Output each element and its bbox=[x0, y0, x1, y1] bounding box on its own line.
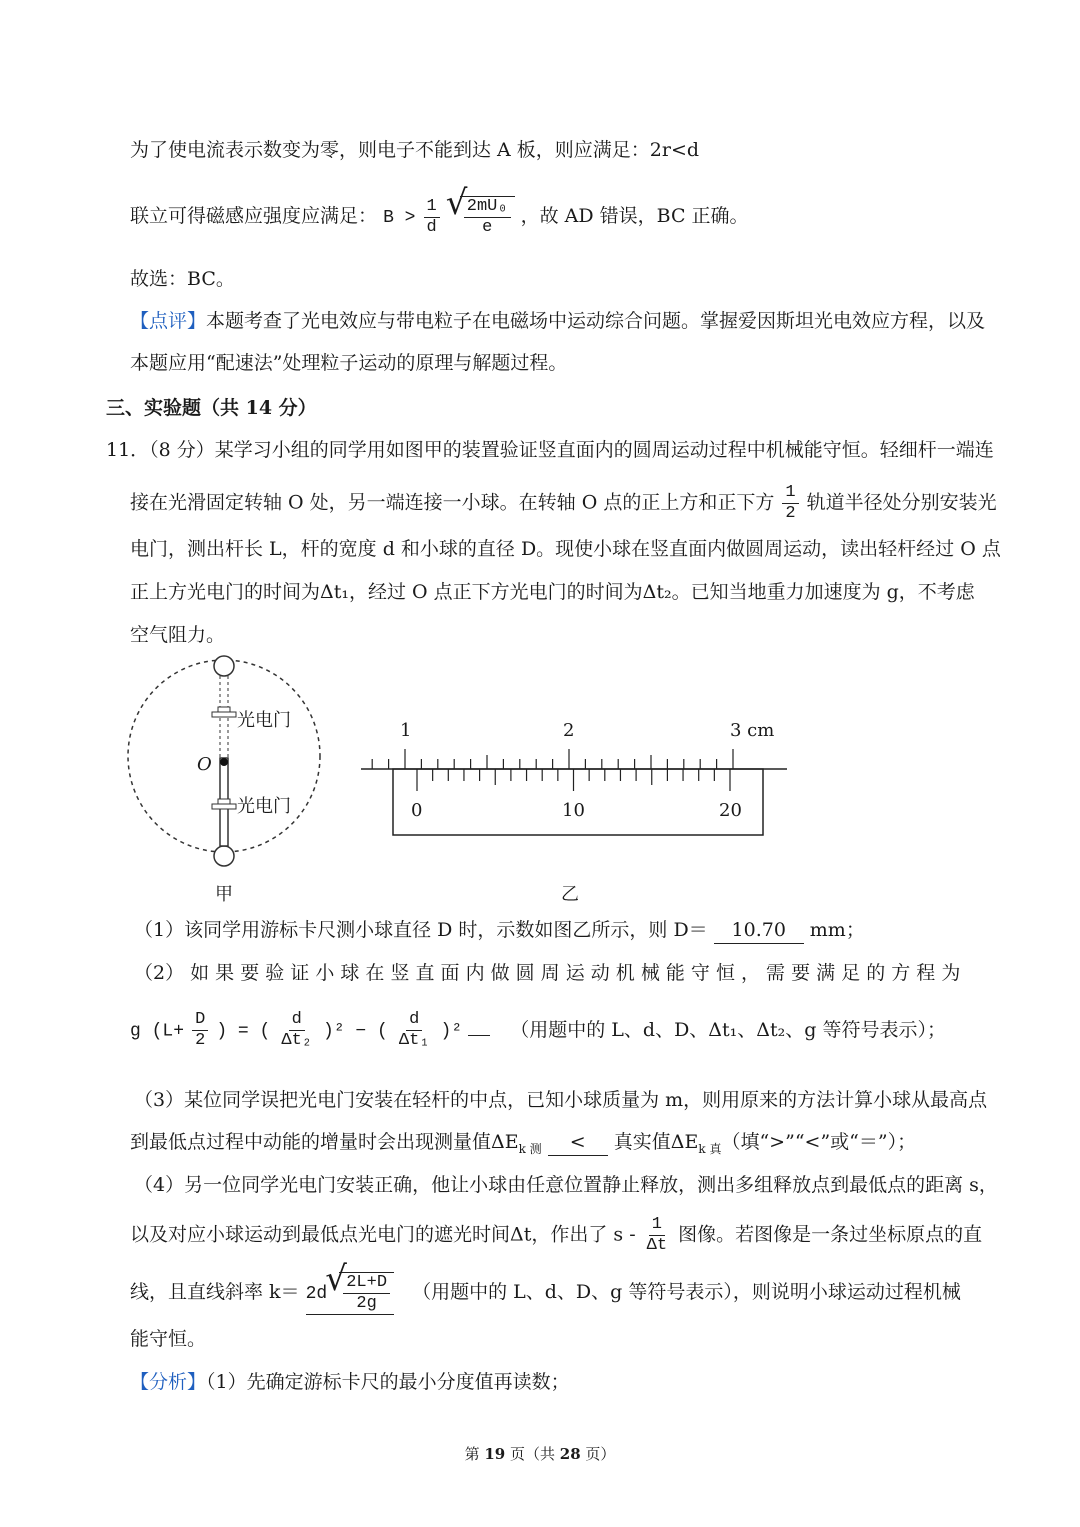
caption-yi: 乙 bbox=[561, 884, 579, 905]
gate-top bbox=[212, 707, 236, 717]
text-segment: （1）先确定游标卡尺的最小分度值再读数； bbox=[206, 1371, 570, 1393]
text-segment: （填“>”“<”或“＝”）； bbox=[721, 1131, 917, 1153]
ball-top bbox=[214, 656, 234, 676]
fraction bbox=[464, 197, 511, 238]
fraction-numerator: √ 2mU₀ bbox=[464, 197, 511, 218]
fraction bbox=[424, 197, 440, 238]
page-footer bbox=[0, 1443, 1080, 1464]
fraction-denominator: e bbox=[482, 218, 493, 237]
fraction-numerator: 1 bbox=[649, 1215, 665, 1236]
fraction-denominator: Δt₁ bbox=[398, 1031, 430, 1050]
part-4-line: 能守恒。 bbox=[130, 1328, 207, 1350]
gate-bottom bbox=[212, 799, 236, 809]
part-4-line bbox=[130, 1272, 961, 1315]
question-line bbox=[130, 483, 997, 524]
fraction-numerator: 1 bbox=[424, 197, 440, 218]
text-segment: 以及对应小球运动到最低点光电门的遮光时间Δt，作出了 s - bbox=[130, 1223, 636, 1246]
fraction-denominator: 2g bbox=[356, 1294, 377, 1313]
fraction bbox=[192, 1010, 208, 1051]
equation-line bbox=[130, 1010, 946, 1051]
eq-segment: )² bbox=[440, 1021, 463, 1042]
text-line: 故选：BC。 bbox=[130, 268, 235, 290]
footer-text: 页） bbox=[580, 1445, 616, 1463]
text-line: 本题应用“配速法”处理粒子运动的原理与解题过程。 bbox=[130, 352, 568, 374]
part-3-line bbox=[130, 1129, 916, 1162]
eq-segment: ) = ( bbox=[216, 1021, 271, 1042]
text-segment: 到最低点过程中动能的增量时会出现测量值ΔE bbox=[130, 1131, 519, 1153]
eq-segment: )² − ( bbox=[323, 1021, 388, 1042]
gate-label-bottom: 光电门 bbox=[237, 796, 291, 817]
main-label-3cm: 3 cm bbox=[730, 720, 775, 741]
fraction-numerator: 1 bbox=[782, 483, 798, 504]
text-segment: 本题考查了光电效应与带电粒子在电磁场中运动综合问题。掌握爱因斯坦光电效应方程，以及 bbox=[206, 310, 986, 332]
axis-label-o: O bbox=[197, 754, 212, 775]
section-title: 三、实验题（共 14 分） bbox=[106, 397, 317, 419]
fraction-denominator: 2 bbox=[785, 504, 796, 523]
answer-comparison: < bbox=[548, 1129, 608, 1156]
fraction-denominator: d bbox=[426, 217, 437, 237]
fraction-numerator: D bbox=[192, 1010, 208, 1031]
fraction-denominator: Δt₂ bbox=[281, 1031, 312, 1050]
text-segment: 轨道半径处分别安装光 bbox=[806, 491, 997, 514]
text-segment: 联立可得磁感应强度应满足： bbox=[130, 205, 378, 227]
fraction-denominator: Δt bbox=[646, 1236, 668, 1255]
eq-segment: g (L+ bbox=[130, 1021, 185, 1042]
answer-d: 10.70 bbox=[714, 917, 804, 944]
subscript: k 真 bbox=[698, 1141, 722, 1156]
review-line bbox=[130, 308, 985, 334]
text-segment: mm； bbox=[809, 919, 865, 941]
formula-line bbox=[130, 196, 749, 238]
text-segment: （1）该同学用游标卡尺测小球直径 D 时，示数如图乙所示，则 D＝ bbox=[134, 919, 708, 941]
review-tag: 【点评】 bbox=[130, 310, 207, 332]
eq-segment: 2d bbox=[305, 1284, 328, 1304]
gate-label-top: 光电门 bbox=[237, 710, 291, 731]
caption-jia: 甲 bbox=[215, 884, 233, 905]
fraction-numerator: √ 2L+D bbox=[343, 1273, 390, 1294]
fraction-half bbox=[782, 483, 798, 524]
figure-jia bbox=[120, 650, 330, 910]
main-label-1: 1 bbox=[400, 720, 412, 741]
part-3-line: （3）某位同学误把光电门安装在轻杆的中点，已知小球质量为 m，则用原来的方法计算小球从最高点 bbox=[134, 1089, 988, 1111]
vernier-label-0: 0 bbox=[411, 800, 423, 821]
main-label-2: 2 bbox=[563, 720, 575, 741]
text-line: 为了使电流表示数变为零，则电子不能到达 A 板，则应满足：2r<d bbox=[130, 139, 700, 161]
text-segment: （用题中的 L、d、D、Δt₁、Δt₂、g 等符号表示）； bbox=[510, 1018, 946, 1041]
vernier-label-20: 20 bbox=[719, 800, 742, 821]
footer-text: 第 bbox=[464, 1445, 485, 1463]
page-number: 19 bbox=[484, 1445, 506, 1463]
text-segment: ，故 AD 错误，BC 正确。 bbox=[520, 205, 749, 227]
square-root bbox=[448, 196, 515, 238]
figure-yi bbox=[355, 715, 795, 840]
part-1-line bbox=[134, 917, 865, 944]
part-4-line: （4）另一位同学光电门安装正确，他让小球由任意位置静止释放，测出多组释放点到最低点的距离 s， bbox=[134, 1174, 998, 1196]
analysis-tag: 【分析】 bbox=[130, 1371, 207, 1393]
text-segment: 接在光滑固定转轴 O 处，另一端连接一小球。在转轴 O 点的正上方和正下方 bbox=[130, 491, 775, 514]
analysis-line bbox=[130, 1369, 570, 1395]
answer-slope bbox=[306, 1272, 394, 1315]
fraction-numerator: d bbox=[406, 1010, 422, 1031]
fraction-denominator: 2 bbox=[195, 1031, 206, 1050]
fraction bbox=[644, 1215, 670, 1256]
formula-b: B > bbox=[383, 208, 416, 228]
footer-text: 页（共 bbox=[505, 1445, 560, 1463]
text-segment: （用题中的 L、d、D、g 等符号表示），则说明小球运动过程机械 bbox=[412, 1281, 961, 1303]
text-segment: 真实值ΔE bbox=[613, 1131, 699, 1153]
ball-bottom bbox=[214, 846, 234, 866]
answer-underline bbox=[468, 1035, 490, 1036]
fraction bbox=[343, 1273, 390, 1314]
fraction bbox=[278, 1010, 315, 1051]
page-total: 28 bbox=[559, 1445, 581, 1463]
text-segment: 线，且直线斜率 k＝ bbox=[130, 1281, 300, 1303]
fraction bbox=[396, 1010, 433, 1051]
question-line: 空气阻力。 bbox=[130, 624, 226, 646]
vernier-label-10: 10 bbox=[562, 800, 585, 821]
fraction-numerator: d bbox=[289, 1010, 305, 1031]
part-2-line: （2） 如 果 要 验 证 小 球 在 竖 直 面 内 做 圆 周 运 动 机 械 能 守 恒 ， 需 要 满 足 的 方 程 为 bbox=[134, 962, 961, 984]
question-line: 电门，测出杆长 L，杆的宽度 d 和小球的直径 D。现使小球在竖直面内做圆周运动，读出轻杆经过 O 点 bbox=[130, 538, 1001, 560]
question-line: 正上方光电门的时间为Δt₁，经过 O 点正下方光电门的时间为Δt₂。已知当地重力加速度为 g，不考虑 bbox=[130, 581, 975, 603]
square-root bbox=[327, 1272, 394, 1314]
text-segment: 图像。若图像是一条过坐标原点的直 bbox=[678, 1223, 983, 1246]
part-4-line bbox=[130, 1215, 982, 1256]
axis-pivot bbox=[220, 758, 228, 766]
question-line: 11．（8 分）某学习小组的同学用如图甲的装置验证竖直面内的圆周运动过程中机械能守恒。轻细杆一端连 bbox=[106, 439, 994, 461]
subscript: k 测 bbox=[518, 1141, 542, 1156]
